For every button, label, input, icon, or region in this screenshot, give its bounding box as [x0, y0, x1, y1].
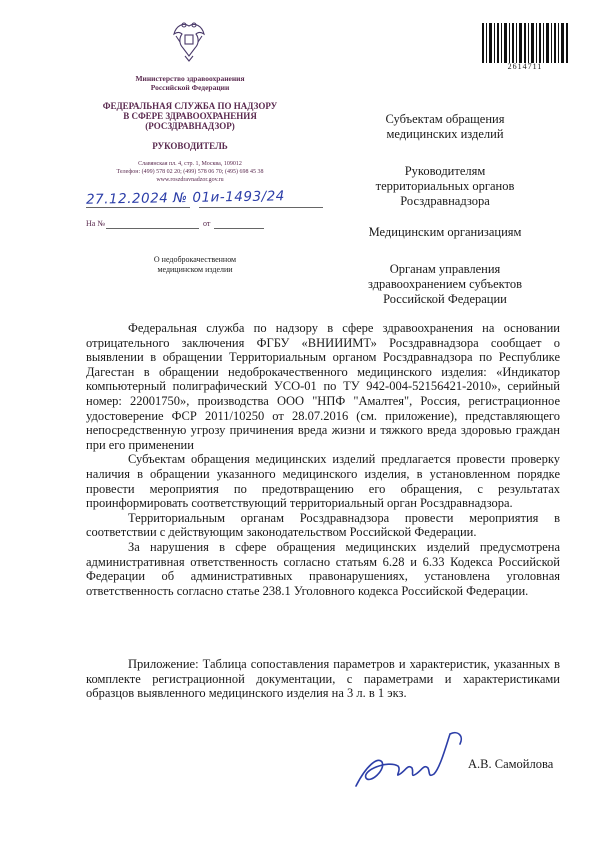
na-label: На №	[86, 219, 105, 228]
service-name: ФЕДЕРАЛЬНАЯ СЛУЖБА ПО НАДЗОРУ В СФЕРЕ ЗДРАВООХРАНЕНИЯ (РОСЗДРАВНАДЗОР)	[102, 101, 278, 131]
barcode-icon	[482, 23, 568, 63]
ministry-name: Министерство здравоохранения Российской Федерации	[135, 74, 245, 92]
addressee-4: Органам управления здравоохранением субъектов Российской Федерации	[367, 262, 522, 306]
body-paragraph-3: Территориальным органам Росздравнадзора провести мероприятия в соответствии с действующим законодательством Российской Федерации.	[86, 510, 560, 540]
signer-name: А.В. Самойлова	[468, 757, 554, 771]
number-field-line	[199, 207, 323, 208]
coat-of-arms-icon	[171, 18, 207, 62]
letter-body	[86, 321, 560, 598]
attachment-text: Приложение: Таблица сопоставления параметров и характеристик, указанных в комплекте регистрационной документации, с параметрами и характеристиками образцов выявленного медицинского изделия на 3 л. в 1 экз.	[86, 657, 560, 701]
addressee-1: Субъектам обращения медицинских изделий	[385, 112, 505, 141]
na-field-line	[106, 228, 199, 229]
contacts: Славянская пл. 4, стр. 1, Москва, 109012 Телефон: (499) 578 02 20; (499) 578 06 70; (495) 698 45 38 www.roszdravnadzor.gov.ru	[116, 161, 264, 183]
body-paragraph-4: За нарушения в сфере обращения медицинских изделий предусмотрена административная ответственность согласно статьям 6.28 и 6.33 Кодекса Российской Федерации об административных правонарушениях, установлена уголовная ответственность согласно статье 238.1 Уголовного кодекса Российской Федерации.	[86, 539, 560, 598]
addressee-3: Медицинским организациям	[368, 225, 522, 239]
body-paragraph-2: Субъектам обращения медицинских изделий предлагается провести проверку наличия в обращении указанного медицинского изделия, в установленном порядке провести мероприятия по предотвращению его обращения, с результатах проинформировать соответствующий территориальный орган Росздравнадзора.	[86, 452, 560, 511]
ot-label: от	[203, 219, 211, 228]
letter-subject: О недоброкачественном медицинском изделии	[153, 255, 237, 274]
barcode-number: 2614711	[507, 62, 543, 71]
date-field-line	[86, 207, 190, 208]
attachment-block	[86, 657, 560, 701]
signature-icon	[348, 726, 468, 798]
addressee-2: Руководителям территориальных органов Росздравнадзора	[375, 164, 515, 208]
head-title: РУКОВОДИТЕЛЬ	[152, 141, 228, 151]
ot-field-line	[214, 228, 264, 229]
body-paragraph-1: Федеральная служба по надзору в сфере здравоохранения на основании отрицательного заключения ФГБУ «ВНИИИМТ» Росздравнадзора сообщает о выявлении в обращении Территориальным органом Росздравнадзора по Республике Дагестан в обращении недоброкачественного медицинского изделия: «Индикатор компьютерный полиграфический УСО-01 по ТУ 942-004-52156421-2010», серийный номер: 22001750», производства ООО "НПФ "Амалтея", Россия, регистрационное удостоверение ФСР 2011/10250 от 28.07.2016 (см. приложение), представляющего непосредственную угрозу причинения вреда жизни и тяжкого вреда здоровью граждан при его применении	[86, 321, 560, 452]
handwritten-date-number: 27.12.2024 № 01и-1493/24	[85, 188, 285, 208]
